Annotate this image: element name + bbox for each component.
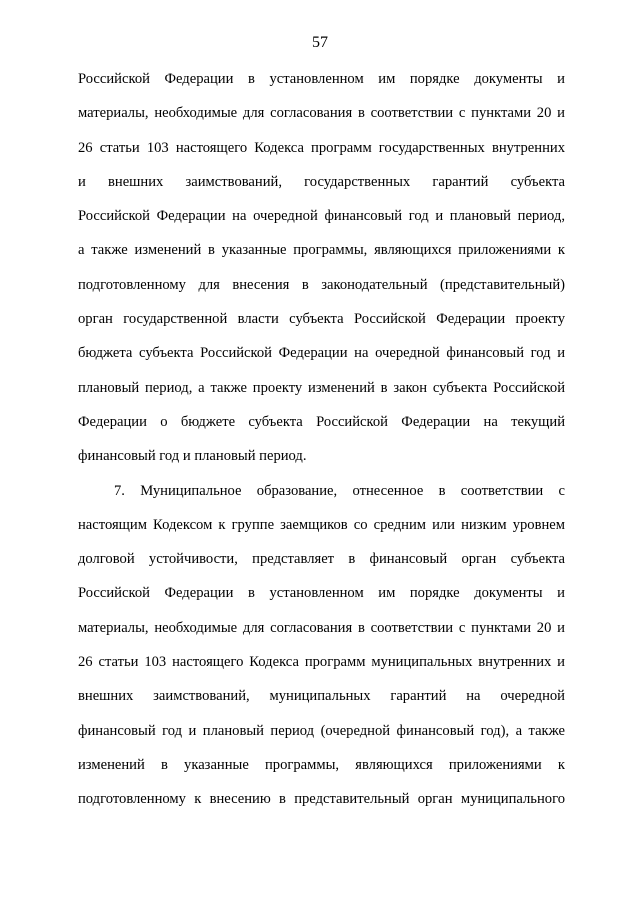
text-line: Российской Федерации в установленном им порядке документы и xyxy=(78,71,565,87)
document-body xyxy=(78,69,565,824)
text-line: внешних заимствований, муниципальных гарантий на очередной xyxy=(78,688,565,705)
text-line: долговой устойчивости, представляет в финансовый орган субъекта xyxy=(78,551,565,568)
text-line: материалы, необходимые для согласования в соответствии с пунктами 20 и xyxy=(78,105,565,122)
text-line: бюджета субъекта Российской Федерации на очередной финансовый год и xyxy=(78,345,565,362)
text-line: Российской Федерации в установленном им порядке документы и xyxy=(78,585,565,602)
text-line: финансовый год и плановый период. xyxy=(78,448,307,465)
text-line: а также изменений в указанные программы, являющихся приложениями к xyxy=(78,242,565,259)
text-line: настоящим Кодексом к группе заемщиков со средним или низким уровнем xyxy=(78,516,565,533)
text-line: подготовленному к внесению в представительный орган муниципального xyxy=(78,791,565,808)
text-line: 26 статьи 103 настоящего Кодекса программ муниципальных внутренних и xyxy=(78,654,565,671)
text-line: изменений в указанные программы, являющихся приложениями к xyxy=(78,756,565,773)
text-line: Российской Федерации на очередной финансовый год и плановый период, xyxy=(78,208,565,225)
text-line: материалы, необходимые для согласования в соответствии с пунктами 20 и xyxy=(78,619,565,636)
text-line: и внешних заимствований, государственных гарантий субъекта xyxy=(78,173,565,190)
text-line: орган государственной власти субъекта Российской Федерации проекту xyxy=(78,311,565,328)
text-line: плановый период, а также проекту изменений в закон субъекта Российской xyxy=(78,379,565,396)
text-line: 7. Муниципальное образование, отнесенное в соответствии с xyxy=(114,482,565,499)
text-line: Федерации о бюджете субъекта Российской Федерации на текущий xyxy=(78,413,565,430)
text-line: финансовый год и плановый период (очередной финансовый год), а также xyxy=(78,722,565,739)
text-line: 26 статьи 103 настоящего Кодекса программ государственных внутренних xyxy=(78,139,565,156)
text-line: подготовленному для внесения в законодательный (представительный) xyxy=(78,276,565,293)
page-number: 57 xyxy=(312,34,328,51)
